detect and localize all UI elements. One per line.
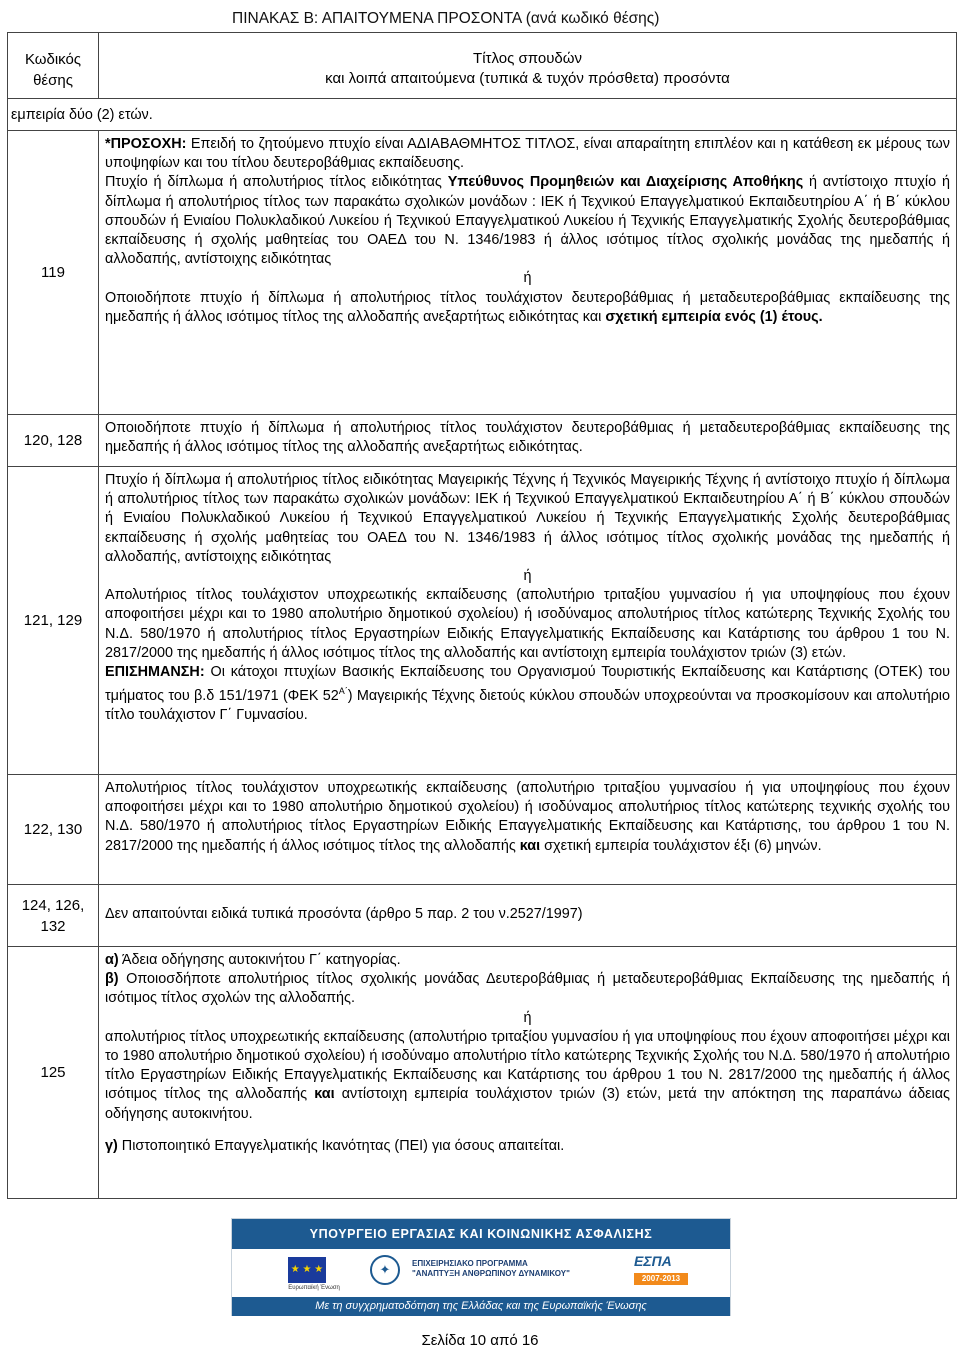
eu-flag-icon: ★ ★ ★ (288, 1257, 326, 1283)
requirement-b-alt: απολυτήριος τίτλος υποχρεωτικής εκπαίδευσης (απολυτήριο τριταξίου γυμνασίου ή για υποψηφίους που έχουν αποφοιτήσει μέχρι και το 1980 απολυτήριο δημοτικού σχολείου) ή ισοδύναμο απολυτήριο τίτλο κατώτερης Τεχνικής Σχολής του Ν.Δ. 580/1970 ή απολυτήριο τίτλο Εργαστηρίων Ειδικής Επαγγελματικής Εκπαίδευσης και Κατάρτισης του άρθρου 1 του Ν. 2817/2000 της ημεδαπής ή άλλος ισότιμος τίτλος της αλλοδαπής και αντίστοιχη εμπειρία τουλάχιστον τριών (3) ετών, μετά την απόκτηση της παραπάνω άδειας οδήγησης αυτοκινήτου. (105, 1028, 950, 1122)
row-code: 122, 130 (8, 775, 99, 885)
qualifications-table (7, 32, 957, 1199)
qualification-paragraph: Οποιοδήποτε πτυχίο ή δίπλωμα ή απολυτήριος τίτλος τουλάχιστον δευτεροβάθμιας ή μεταδευτεροβάθμιας εκπαίδευσης της ημεδαπής ή άλλος ισότιμος τίτλος της αλλοδαπής ανεξαρτήτως ειδικότητας. (105, 420, 950, 456)
requirement-c: γ) Πιστοποιητικό Επαγγελματικής Ικανότητας (ΠΕΙ) για όσους απαιτείται. (105, 1137, 565, 1154)
row-code: 124, 126, 132 (8, 885, 99, 947)
qualification-paragraph: Απολυτήριος τίτλος τουλάχιστον υποχρεωτικής εκπαίδευσης (απολυτήριο τριταξίου γυμνασίου ή για υποψηφίους που έχουν αποφοιτήσει μέχρι και το 1980 απολυτήριο δημοτικού σχολείου) ή ισοδύναμος απολυτήριος τίτλος κατώτερης τεχνικής σχολής του Ν.Δ. 580/1970 ή απολυτήριος τίτλος Εργαστηρίων Ειδικής Επαγγελματικής Εκπαίδευσης και Κατάρτισης, του άρθρου 1 του Ν. 2817/2000 της ημεδαπής ή άλλος ισότιμος τίτλος της αλλοδαπής και σχετική εμπειρία τουλάχιστον έξι (6) μηνών. (105, 780, 950, 854)
funding-slogan: Με τη συγχρηματοδότηση της Ελλάδας και της Ευρωπαϊκής Ένωσης (232, 1297, 730, 1316)
table-row (8, 885, 957, 947)
row-code: 125 (8, 947, 99, 1199)
table-title: ΠΙΝΑΚΑΣ Β: ΑΠΑΙΤΟΥΜΕΝΑ ΠΡΟΣΟΝΤΑ (ανά κωδικό θέσης) (232, 10, 660, 27)
header-desc-line2: και λοιπά απαιτούμενα (τυπικά & τυχόν πρόσθετα) προσόντα (325, 70, 730, 87)
row-code: 120, 128 (8, 415, 99, 467)
header-code: Κωδικός θέσης (8, 33, 99, 99)
row-description (99, 415, 957, 467)
or-separator: ή (523, 568, 532, 585)
row-code: 121, 129 (8, 467, 99, 775)
table-row (8, 947, 957, 1199)
table-header-row (8, 33, 957, 99)
row-description (99, 775, 957, 885)
note-paragraph: ΕΠΙΣΗΜΑΝΣΗ: Οι κάτοχοι πτυχίων Βασικής Εκπαίδευσης του Οργανισμού Τουριστικής Εκπαίδευσης και Κατάρτισης (ΟΤΕΚ) του τμήματος του β.δ 151/1971 (ΦΕΚ $52^{A΄}$) Μαγειρικής Τέχνης διετούς κύκλου σπουδών υποχρεούνται να προσκομίσουν και απολυτήριο τίτλο τουλάχιστον Γ΄ Γυμνασίου. (105, 664, 951, 724)
row-code: 119 (8, 131, 99, 415)
qualification-paragraph: Πτυχίο ή δίπλωμα ή απολυτήριος τίτλος ειδικότητας Υπεύθυνος Προμηθειών και Διαχείρισης Αποθήκης ή αντίστοιχο πτυχίο ή δίπλωμα ή απολυτήριος τίτλος των παρακάτω σχολικών μονάδων : ΙΕΚ ή Τεχνικού Επαγγελματικού Εκπαιδευτηρίου Α΄ ή Β΄ κύκλου σπουδών ή Ενιαίου Πολυκλαδικού Λυκείου ή Τεχνικού Επαγγελματικού Λυκείου ή Τεχνικής Επαγγελματικής Σχολής δευτεροβάθμιας εκπαίδευσης ή σχολής μαθητείας του ΟΑΕΔ του Ν. 1346/1983 ή άλλος ισότιμος τίτλος σχολικής μονάδας της ημεδαπής ή αλλοδαπής, αντίστοιχης ειδικότητας (105, 174, 950, 268)
row-description (99, 947, 957, 1199)
requirement-b: β) Οποιοσδήποτε απολυτήριος τίτλος σχολικής μονάδας Δευτεροβάθμιας ή μεταδευτεροβάθμιας Εκπαίδευσης της ημεδαπής ή ισότιμος τίτλος σχολών της αλλοδαπής. (105, 971, 950, 1007)
row-description (99, 467, 957, 775)
qualification-paragraph: Πτυχίο ή δίπλωμα ή απολυτήριος τίτλος ειδικότητας Μαγειρικής Τέχνης ή Τεχνικός Μαγειρικής Τέχνης ή αντίστοιχο πτυχίο ή δίπλωμα ή απολυτήριος τίτλος των παρακάτω σχολικών μονάδων: ΙΕΚ ή Τεχνικού Επαγγελματικού Εκπαιδευτηρίου Α΄ ή Β΄ κύκλου σπουδών ή Ενιαίου Πολυκλαδικού Λυκείου ή Τεχνικού Επαγγελματικού Λυκείου ή Τεχνικής Επαγγελματικής Σχολής δευτεροβάθμιας εκπαίδευσης ή σχολής μαθητείας του ΟΑΕΔ του Ν. 1346/1983 ή άλλος ισότιμος τίτλος σχολικής μονάδας της ημεδαπής ή αλλοδαπής, αντίστοιχης ειδικότητας (105, 472, 950, 565)
page-number: Σελίδα 10 από 16 (421, 1332, 539, 1349)
table-row (8, 415, 957, 467)
row-description (99, 885, 957, 947)
qualification-paragraph: Δεν απαιτούνται ειδικά τυπικά προσόντα (άρθρο 5 παρ. 2 του ν.2527/1997) (105, 906, 583, 923)
notice-paragraph: *ΠΡΟΣΟΧΗ: Επειδή το ζητούμενο πτυχίο είναι ΑΔΙΑΒΑΘΜΗΤΟΣ ΤΙΤΛΟΣ, είναι απαραίτητη επιπλέον και η κατάθεση εκ μέρους των υποψηφίων και του τίτλου δευτεροβάθμιας εκπαίδευσης. (105, 136, 950, 172)
requirement-a: α) Άδεια οδήγησης αυτοκινήτου Γ΄ κατηγορίας. (105, 952, 401, 968)
table-row (8, 775, 957, 885)
qualification-paragraph: Οποιοδήποτε πτυχίο ή δίπλωμα ή απολυτήριος τίτλος τουλάχιστον δευτεροβάθμιας ή μεταδευτεροβάθμιας εκπαίδευσης της ημεδαπής ή άλλος ισότιμος τίτλος της αλλοδαπής ανεξαρτήτως ειδικότητας και σχετική εμπειρία ενός (1) έτους. (105, 289, 950, 325)
espa-logo: ΕΣΠΑ 2007-2013 (634, 1253, 688, 1293)
spacer (105, 1124, 950, 1137)
table-row (8, 467, 957, 775)
header-desc-line1: Τίτλος σπουδών (473, 50, 582, 67)
notice-label: *ΠΡΟΣΟΧΗ: (105, 136, 191, 152)
header-description (99, 33, 957, 99)
or-separator: ή (523, 270, 532, 287)
note-label: ΕΠΙΣΗΜΑΝΣΗ: (105, 664, 211, 681)
eu-label: Ευρωπαϊκή Ένωση (288, 1285, 340, 1291)
ministry-name: ΥΠΟΥΡΓΕΙΟ ΕΡΓΑΣΙΑΣ ΚΑΙ ΚΟΙΝΩΝΙΚΗΣ ΑΣΦΑΛΙΣΗΣ (232, 1219, 730, 1249)
qualification-paragraph: Απολυτήριος τίτλος τουλάχιστον υποχρεωτικής εκπαίδευσης (απολυτήριο τριταξίου γυμνασίου ή για υποψηφίους που έχουν αποφοιτήσει μέχρι και το 1980 απολυτήριο δημοτικού σχολείου) ή ισοδύναμος απολυτήριος τίτλος κατώτερης Τεχνικής Σχολής του Ν.Δ. 580/1970 ή απολυτήριος τίτλος Εργαστηρίων Ειδικής Επαγγελματικής Εκπαίδευσης και Κατάρτισης του άρθρου 1 του Ν. 2817/2000 της ημεδαπής ή άλλος ισότιμος τίτλος της αλλοδαπής και αντίστοιχη εμπειρία τουλάχιστον τριών (3) ετών. (105, 587, 950, 661)
continuation-cell (8, 99, 957, 131)
funding-banner (231, 1218, 731, 1316)
greek-emblem-icon: ✦ (370, 1255, 400, 1285)
continuation-text: εμπειρία δύο (2) ετών. (11, 107, 153, 123)
row-description (99, 131, 957, 415)
continuation-row (8, 99, 957, 131)
or-separator: ή (523, 1009, 532, 1026)
table-row (8, 131, 957, 415)
program-name: ΕΠΙΧΕΙΡΗΣΙΑΚΟ ΠΡΟΓΡΑΜΜΑ "ΑΝΑΠΤΥΞΗ ΑΝΘΡΩΠΙΝΟΥ ΔΥΝΑΜΙΚΟΥ" (412, 1259, 570, 1278)
